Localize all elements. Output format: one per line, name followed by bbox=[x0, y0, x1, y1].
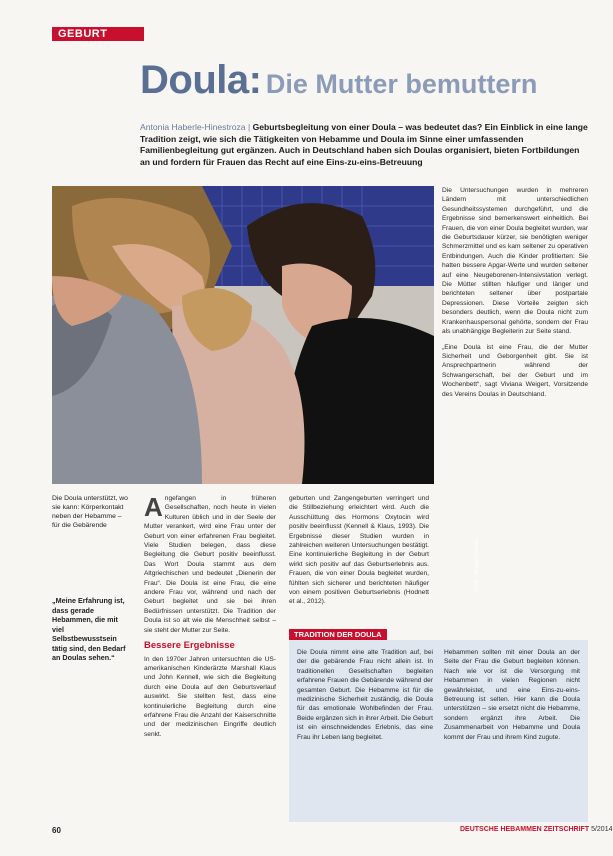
subheading: Bessere Ergebnisse bbox=[144, 640, 235, 652]
column-2-text: geburten und Zangengeburten verringert und die Stillbeziehung erleichtert wird. Auch die Ausschüttung des Hormons Oxytocin wird positiv beeinflusst (Kennell & Klaus, 1993). Die Ergebnisse dieser Studien wurden in zahlreichen weiteren Untersuchungen bestätigt. Eine kontinuierliche Begleitung in der Geburt wirkt sich positiv auf das Geburtserlebnis aus. Frauen, die von einer Doula begleitet wurden, fühlten sich sicherer und berichteten häufiger von einem positiven Geburtserlebnis (Hodnett et al., 2012). bbox=[289, 495, 429, 606]
box-column-2: Hebammen sollten mit einer Doula an der Seite der Frau die Geburt begleiten können. Nach wie vor ist die Versorgung mit Hebammen in vielen Regionen nicht gewährleistet, und eine Eins-zu-eins-Betreuung ist selten. Hier kann die Doula unterstützen – sie ersetzt nicht die Hebamme, sondern ergänzt ihre Arbeit. Die Zusammenarbeit von Hebamme und Doula kommt der Frau und ihrem Kind zugute. bbox=[444, 649, 580, 741]
section-tab: GEBURT bbox=[52, 27, 144, 41]
column-3-text: Die Untersuchungen wurden in mehreren Ländern mit unterschiedlichen Gesundheitssystemen durchgeführt, und die Ergebnisse sind bemerkenswert einheitlich. Bei Frauen, die von einer Doula begleitet wurden, war die Geburtsdauer kürzer, sie benötigten weniger Schmerzmittel und es kam seltener zu operativen Entbindungen. Auch die Kinder profitierten: Sie hatten bessere Apgar-Werte und wurden seltener auf eine Neugeborenen-Intensivstation verlegt. Die Mütter stillten häufiger und länger und berichteten seltener über postpartale Depressionen. Diese Vorteile zeigten sich besonders deutlich, wenn die Doula nicht zum Krankenhauspersonal gehörte, sondern der Frau als unabhängige Begleiterin zur Seite stand. bbox=[442, 187, 588, 336]
text-column-3 bbox=[442, 186, 588, 624]
title-main: Doula: bbox=[140, 58, 262, 102]
drop-cap: A bbox=[144, 492, 163, 522]
text-column-2 bbox=[289, 494, 429, 624]
author-name: Antonia Haberle-Hinestroza | bbox=[140, 122, 251, 132]
photo-illustration bbox=[52, 186, 434, 484]
page-number: 60 bbox=[52, 826, 61, 835]
column-3-text-2: „Eine Doula ist eine Frau, die der Mutter Sicherheit und Geborgenheit gibt. Sie ist Ansprechpartnerin während der Schwangerschaft, bei der Geburt und im Wochenbett“, sagt Viviana Weigert, Vorsitzende des Vereins Doulas in Deutschland. bbox=[442, 343, 588, 398]
photo-caption: Die Doula unterstützt, wo sie kann: Körperkontakt neben der Hebamme – für die Gebärende bbox=[52, 495, 128, 529]
box-column-1: Die Doula nimmt eine alte Tradition auf, bei der die gebärende Frau nicht allein ist. In traditionellen Gesellschaften begleiten erfahrene Frauen die Gebärende während der gesamten Geburt. Die Hebamme ist für die medizinische Sicherheit zuständig, die Doula für das emotionale Wohlbefinden der Frau. Beide ergänzen sich in ihrer Arbeit. Die Geburt ist ein einschneidendes Erlebnis, das eine Frau ihr Leben lang begleitet. bbox=[297, 649, 433, 741]
footer-info bbox=[460, 826, 613, 833]
article-title bbox=[140, 58, 600, 103]
intro-lead: Geburtsbegleitung von einer Doula – was bedeutet das? Ein Einblick in eine lange Tradition zeigt, wie sich die Tätigkeiten von Hebamme und Doula im Sinne einer umfassenden Familienbegleitung gut ergänzen. Auch in Deutschland haben sich Doulas organisiert, bieten Fortbildungen an und fordern für Frauen das Recht auf eine Eins-zu-eins-Betreuung bbox=[140, 122, 588, 167]
info-box bbox=[289, 640, 588, 822]
magazine-name: DEUTSCHE HEBAMMEN ZEITSCHRIFT bbox=[460, 826, 590, 833]
column-1-text-2: In den 1970er Jahren untersuchten die US-amerikanischen Kinderärzte Marshall Klaus und John Kennell, wie sich die Begleitung durch eine Doula auf den Geburtsverlauf auswirkt. Sie stellten fest, dass eine kontinuierliche Begleitung durch eine erfahrene Frau die Anzahl der Kaiserschnitte und der medizinischen Eingriffe deutlich senkt. bbox=[144, 655, 276, 738]
article-intro bbox=[140, 122, 588, 168]
title-sub: Die Mutter bemuttern bbox=[265, 69, 538, 99]
pull-quote: „Meine Erfahrung ist, dass gerade Hebammen, die mit viel Selbstbewusstsein tätig sind, den Bedarf an Doulas sehen.“ bbox=[52, 596, 126, 662]
text-column-1 bbox=[144, 494, 276, 824]
box-label: TRADITION DER DOULA bbox=[289, 629, 387, 640]
issue-number: 5/2014 bbox=[591, 826, 613, 833]
column-1-text: ngefangen in früheren Gesellschaften, noch heute in vielen Kulturen üblich und in der Seele der Mutter verankert, wird eine Frau unter der Geburt von einer erfahrenen Frau begleitet. Viele Studien belegen, dass diese Begleitung die Geburt positiv beeinflusst. Das Wort Doula stammt aus dem Altgriechischen und bedeutet „Dienerin der Frau“. Die Doula ist eine Frau, die eine andere Frau vor, während und nach der Geburt begleitet und sie bei ihren Bedürfnissen unterstützt. Die Tradition der Doula ist so alt wie die Menschheit selbst – sie steht der Mutter zur Seite. bbox=[144, 495, 276, 634]
photo-credit: Foto: Denkler/Fotolia bbox=[474, 539, 480, 591]
